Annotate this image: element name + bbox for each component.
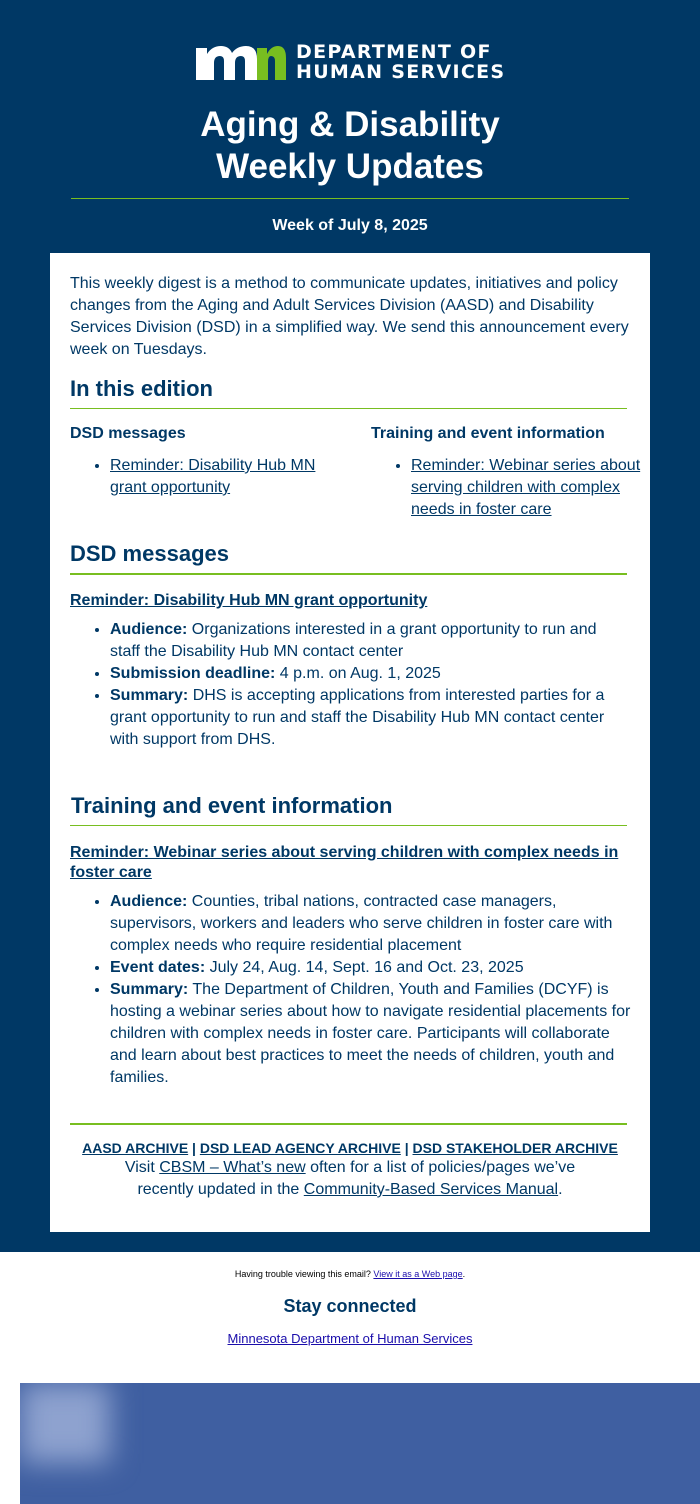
week-label: Week of July 8, 2025 <box>272 217 428 234</box>
trouble-text: Having trouble viewing this email? <box>234 1269 374 1279</box>
title-line-2: Weekly Updates <box>216 147 484 186</box>
web-view-link[interactable]: View it as a Web page <box>373 1269 463 1279</box>
list-item <box>411 455 661 521</box>
stay-connected-heading: Stay connected <box>283 1296 417 1316</box>
dsd-divider <box>70 573 627 575</box>
visit-text: often for a list of policies/pages we’ve recently updated in the <box>137 1159 576 1198</box>
cbsm-manual-link[interactable]: Community-Based Services Manual <box>303 1181 559 1198</box>
item-text: 4 p.m. on Aug. 1, 2025 <box>275 665 441 682</box>
dsd-heading: DSD messages <box>70 541 229 566</box>
dsd-lead-agency-archive-link[interactable]: DSD LEAD AGENCY ARCHIVE <box>199 1140 401 1156</box>
footer-divider <box>70 1123 627 1125</box>
training-list <box>70 891 640 1089</box>
list-item <box>110 685 630 751</box>
header-divider <box>71 198 629 199</box>
edition-dsd-link[interactable]: Reminder: Disability Hub MN grant opportunity <box>110 457 316 496</box>
edition-training-link[interactable]: Reminder: Webinar series about serving children with complex needs in foster care <box>411 457 641 518</box>
trouble-text: . <box>462 1269 466 1279</box>
item-text: The Department of Children, Youth and Families (DCYF) is hosting a webinar series about how to navigate residential placements for children with complex needs in foster care. Participants will collaborate and learn about best practices to meet the needs of children, youth and families. <box>110 981 631 1086</box>
item-label: Submission deadline: <box>110 665 276 682</box>
visit-text: Visit <box>124 1159 160 1176</box>
content-card <box>50 253 650 1232</box>
list-item <box>110 619 630 663</box>
archive-links <box>50 1139 650 1157</box>
list-item <box>110 979 640 1089</box>
dsd-article-link[interactable]: Reminder: Disability Hub MN grant opportunity <box>70 592 428 609</box>
dhs-logo-text <box>296 42 505 82</box>
training-divider <box>70 825 627 826</box>
logo-line-1: DEPARTMENT OF <box>296 41 492 63</box>
mn-logo-icon <box>196 42 286 82</box>
logo-line-2: HUMAN SERVICES <box>296 61 506 83</box>
edition-heading: In this edition <box>70 376 213 401</box>
edition-divider <box>70 408 627 409</box>
dsd-stakeholder-archive-link[interactable]: DSD STAKEHOLDER ARCHIVE <box>412 1140 618 1156</box>
training-article-link-wrap <box>70 843 627 883</box>
item-label: Audience: <box>110 893 188 910</box>
dhs-logo <box>196 42 506 82</box>
trouble-viewing <box>0 1268 700 1280</box>
page-title <box>0 104 700 188</box>
visit-paragraph <box>110 1157 590 1201</box>
separator: | <box>400 1140 413 1156</box>
list-item <box>110 663 630 685</box>
list-item <box>110 455 340 499</box>
item-text: July 24, Aug. 14, Sept. 16 and Oct. 23, 2025 <box>205 959 524 976</box>
edition-col2-title: Training and event information <box>371 425 605 442</box>
item-label: Audience: <box>110 621 188 638</box>
edition-col2-list <box>371 455 661 521</box>
dsd-article-link-wrap <box>70 591 627 611</box>
title-line-1: Aging & Disability <box>200 105 500 144</box>
item-text: DHS is accepting applications from interested parties for a grant opportunity to run and staff the Disability Hub MN contact center with support from DHS. <box>110 687 605 748</box>
dsd-list <box>70 619 630 751</box>
footer-banner-image <box>20 1383 700 1504</box>
item-text: Counties, tribal nations, contracted case managers, supervisors, workers and leaders who serve children in foster care with complex needs who require residential placement <box>110 893 613 954</box>
list-item <box>110 891 640 957</box>
item-label: Summary: <box>110 687 189 704</box>
list-item <box>110 957 640 979</box>
dhs-link-wrap <box>0 1331 700 1347</box>
separator: | <box>188 1140 200 1156</box>
cbsm-whats-new-link[interactable]: CBSM – What’s new <box>159 1159 306 1176</box>
item-text: Organizations interested in a grant opportunity to run and staff the Disability Hub MN contact center <box>110 621 597 660</box>
dhs-home-link[interactable]: Minnesota Department of Human Services <box>227 1331 473 1346</box>
intro-paragraph: This weekly digest is a method to communicate updates, initiatives and policy changes from the Aging and Adult Services Division (AASD) and Disability Services Division (DSD) in a simplified way. We send this announcement every week on Tuesdays. <box>70 275 629 358</box>
training-article-link[interactable]: Reminder: Webinar series about serving children with complex needs in foster care <box>70 844 619 881</box>
item-label: Summary: <box>110 981 189 998</box>
email-footer <box>0 1252 700 1504</box>
aasd-archive-link[interactable]: AASD ARCHIVE <box>82 1140 189 1156</box>
edition-col1-list <box>70 455 340 499</box>
banner-highlight <box>20 1383 110 1463</box>
item-label: Event dates: <box>110 959 206 976</box>
edition-col1-title: DSD messages <box>70 425 186 442</box>
visit-text: . <box>558 1181 563 1198</box>
training-heading: Training and event information <box>71 793 393 818</box>
